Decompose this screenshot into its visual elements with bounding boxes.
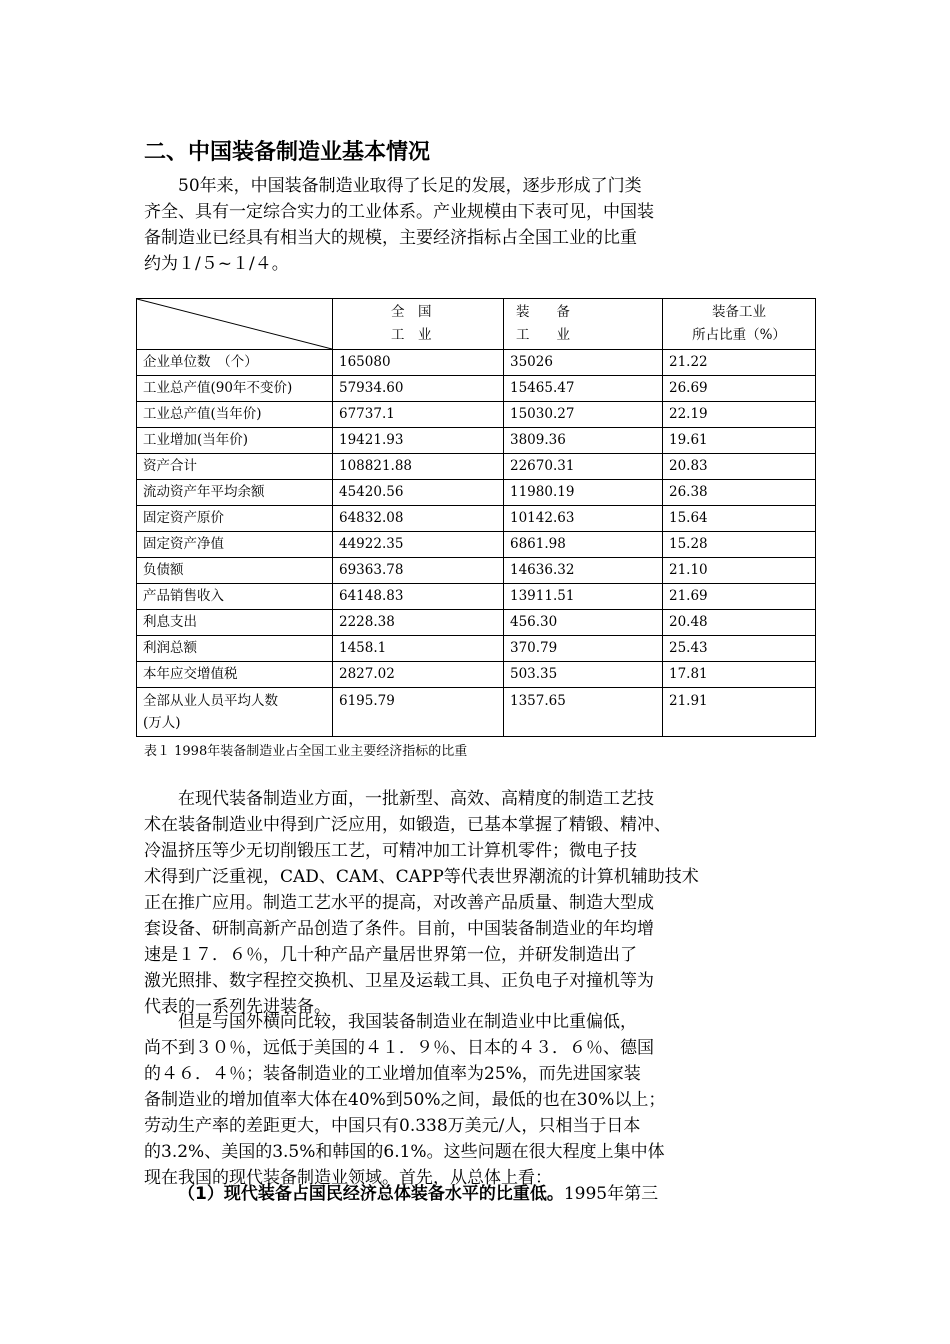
table-cell: 67737.1	[333, 402, 504, 428]
text-line: 术得到广泛重视，CAD、CAM、CAPP等代表世界潮流的计算机辅助技术	[144, 867, 699, 887]
header-share: 装备工业 所占比重（%）	[663, 299, 816, 350]
table-cell: 3809.36	[504, 428, 663, 454]
table-cell: 503.35	[504, 662, 663, 688]
text-line: 尚不到３０％，远低于美国的４１．９％、日本的４３．６％、德国	[144, 1038, 654, 1058]
header-equipment-industry: 装 备 工 业	[504, 299, 663, 350]
table-cell: 21.22	[663, 350, 816, 376]
table-cell: 25.43	[663, 636, 816, 662]
table-cell: 6861.98	[504, 532, 663, 558]
paragraph-modern-equipment	[144, 786, 816, 1020]
table-cell: 22.19	[663, 402, 816, 428]
table-cell: 21.91	[663, 688, 816, 737]
text-line: 套设备、研制高新产品创造了条件。目前，中国装备制造业的年均增	[144, 919, 654, 939]
table-cell: 负债额	[137, 558, 333, 584]
table-cell: 利息支出	[137, 610, 333, 636]
table-cell: 26.69	[663, 376, 816, 402]
paragraph-comparison	[144, 1009, 816, 1191]
table-cell: 64148.83	[333, 584, 504, 610]
table-cell: 14636.32	[504, 558, 663, 584]
table-row	[137, 428, 816, 454]
table-row	[137, 636, 816, 662]
table-cell: 108821.88	[333, 454, 504, 480]
text-line: 冷温挤压等少无切削锻压工艺，可精冲加工计算机零件；微电子技	[144, 841, 637, 861]
text-line	[144, 1181, 816, 1207]
text-line: 在现代装备制造业方面，一批新型、高效、高精度的制造工艺技	[178, 789, 654, 809]
table-cell: 45420.56	[333, 480, 504, 506]
table-cell: 2228.38	[333, 610, 504, 636]
table-cell: 57934.60	[333, 376, 504, 402]
table-cell: 21.10	[663, 558, 816, 584]
table-cell: 19421.93	[333, 428, 504, 454]
table-cell: 17.81	[663, 662, 816, 688]
table-row	[137, 610, 816, 636]
table-header-row	[137, 299, 816, 350]
text-line: 代表的一系列先进装备。	[144, 997, 331, 1017]
table-cell: 企业单位数 （个）	[137, 350, 333, 376]
table-cell: 2827.02	[333, 662, 504, 688]
table-cell: 69363.78	[333, 558, 504, 584]
table-row	[137, 688, 816, 737]
text-line: 齐全、具有一定综合实力的工业体系。产业规模由下表可见，中国装	[144, 202, 654, 222]
table-cell: 370.79	[504, 636, 663, 662]
table-caption: 表１ 1998年装备制造业占全国工业主要经济指标的比重	[144, 744, 468, 759]
row-label: 全部从业人员平均人数 (万人)	[137, 688, 333, 737]
text-line: 劳动生产率的差距更大，中国只有0.338万美元/人，只相当于日本	[144, 1116, 641, 1136]
table-cell: 资产合计	[137, 454, 333, 480]
table-cell: 15.28	[663, 532, 816, 558]
table-row	[137, 402, 816, 428]
text-line: 激光照排、数字程控交换机、卫星及运载工具、正负电子对撞机等为	[144, 971, 654, 991]
table-row	[137, 454, 816, 480]
table-cell: 20.83	[663, 454, 816, 480]
section-title: 二、中国装备制造业基本情况	[144, 140, 431, 165]
table-cell: 456.30	[504, 610, 663, 636]
text-line: 备制造业的增加值率大体在40%到50%之间，最低的也在30%以上；	[144, 1090, 666, 1110]
table-cell: 1458.1	[333, 636, 504, 662]
table-cell: 固定资产净值	[137, 532, 333, 558]
table-row	[137, 376, 816, 402]
text-line: 但是与国外横向比较，我国装备制造业在制造业中比重偏低，	[178, 1012, 637, 1032]
text-line: 备制造业已经具有相当大的规模，主要经济指标占全国工业的比重	[144, 228, 637, 248]
text-line: 现在我国的现代装备制造业领域。首先，从总体上看：	[144, 1168, 552, 1188]
table-cell: 22670.31	[504, 454, 663, 480]
table-cell: 165080	[333, 350, 504, 376]
indicator-table	[136, 298, 816, 737]
table-cell: 15030.27	[504, 402, 663, 428]
bold-lead: （1）现代装备占国民经济总体装备水平的比重低。	[178, 1184, 564, 1204]
text-line: 50年来，中国装备制造业取得了长足的发展，逐步形成了门类	[178, 176, 642, 196]
table-cell: 本年应交增值税	[137, 662, 333, 688]
header-national-industry: 全 国 工 业	[333, 299, 504, 350]
table-cell: 流动资产年平均余额	[137, 480, 333, 506]
table-cell: 13911.51	[504, 584, 663, 610]
table-cell: 20.48	[663, 610, 816, 636]
text-line: 术在装备制造业中得到广泛应用，如锻造，已基本掌握了精锻、精冲、	[144, 815, 671, 835]
lead-continuation: 1995年第三	[563, 1184, 659, 1204]
table-cell: 6195.79	[333, 688, 504, 737]
paragraph-point-1	[144, 1181, 816, 1207]
table-cell: 1357.65	[504, 688, 663, 737]
table-cell: 工业总产值(当年价)	[137, 402, 333, 428]
table-cell: 工业增加(当年价)	[137, 428, 333, 454]
table-cell: 产品销售收入	[137, 584, 333, 610]
text-line: 的４６．４％；装备制造业的工业增加值率为25%，而先进国家装	[144, 1064, 641, 1084]
table-cell: 15465.47	[504, 376, 663, 402]
table-cell: 工业总产值(90年不变价)	[137, 376, 333, 402]
table-cell: 44922.35	[333, 532, 504, 558]
table-cell: 11980.19	[504, 480, 663, 506]
table-cell: 固定资产原价	[137, 506, 333, 532]
text-line: 速是１７．６％，几十种产品产量居世界第一位，并研发制造出了	[144, 945, 637, 965]
table-row	[137, 584, 816, 610]
text-line: 约为１/５~１/４。	[144, 254, 289, 274]
text-line: 正在推广应用。制造工艺水平的提高，对改善产品质量、制造大型成	[144, 893, 654, 913]
table-row	[137, 506, 816, 532]
table-cell: 15.64	[663, 506, 816, 532]
intro-paragraph	[144, 173, 816, 277]
table-row	[137, 480, 816, 506]
table-cell: 10142.63	[504, 506, 663, 532]
table-cell: 利润总额	[137, 636, 333, 662]
table-row	[137, 350, 816, 376]
table-cell: 21.69	[663, 584, 816, 610]
diagonal-header-cell	[137, 299, 333, 350]
table-cell: 26.38	[663, 480, 816, 506]
table-cell: 35026	[504, 350, 663, 376]
table-row	[137, 532, 816, 558]
table-row	[137, 662, 816, 688]
table-row	[137, 558, 816, 584]
table-cell: 64832.08	[333, 506, 504, 532]
table-cell: 19.61	[663, 428, 816, 454]
text-line: 的3.2%、美国的3.5%和韩国的6.1%。这些问题在很大程度上集中体	[144, 1142, 665, 1162]
